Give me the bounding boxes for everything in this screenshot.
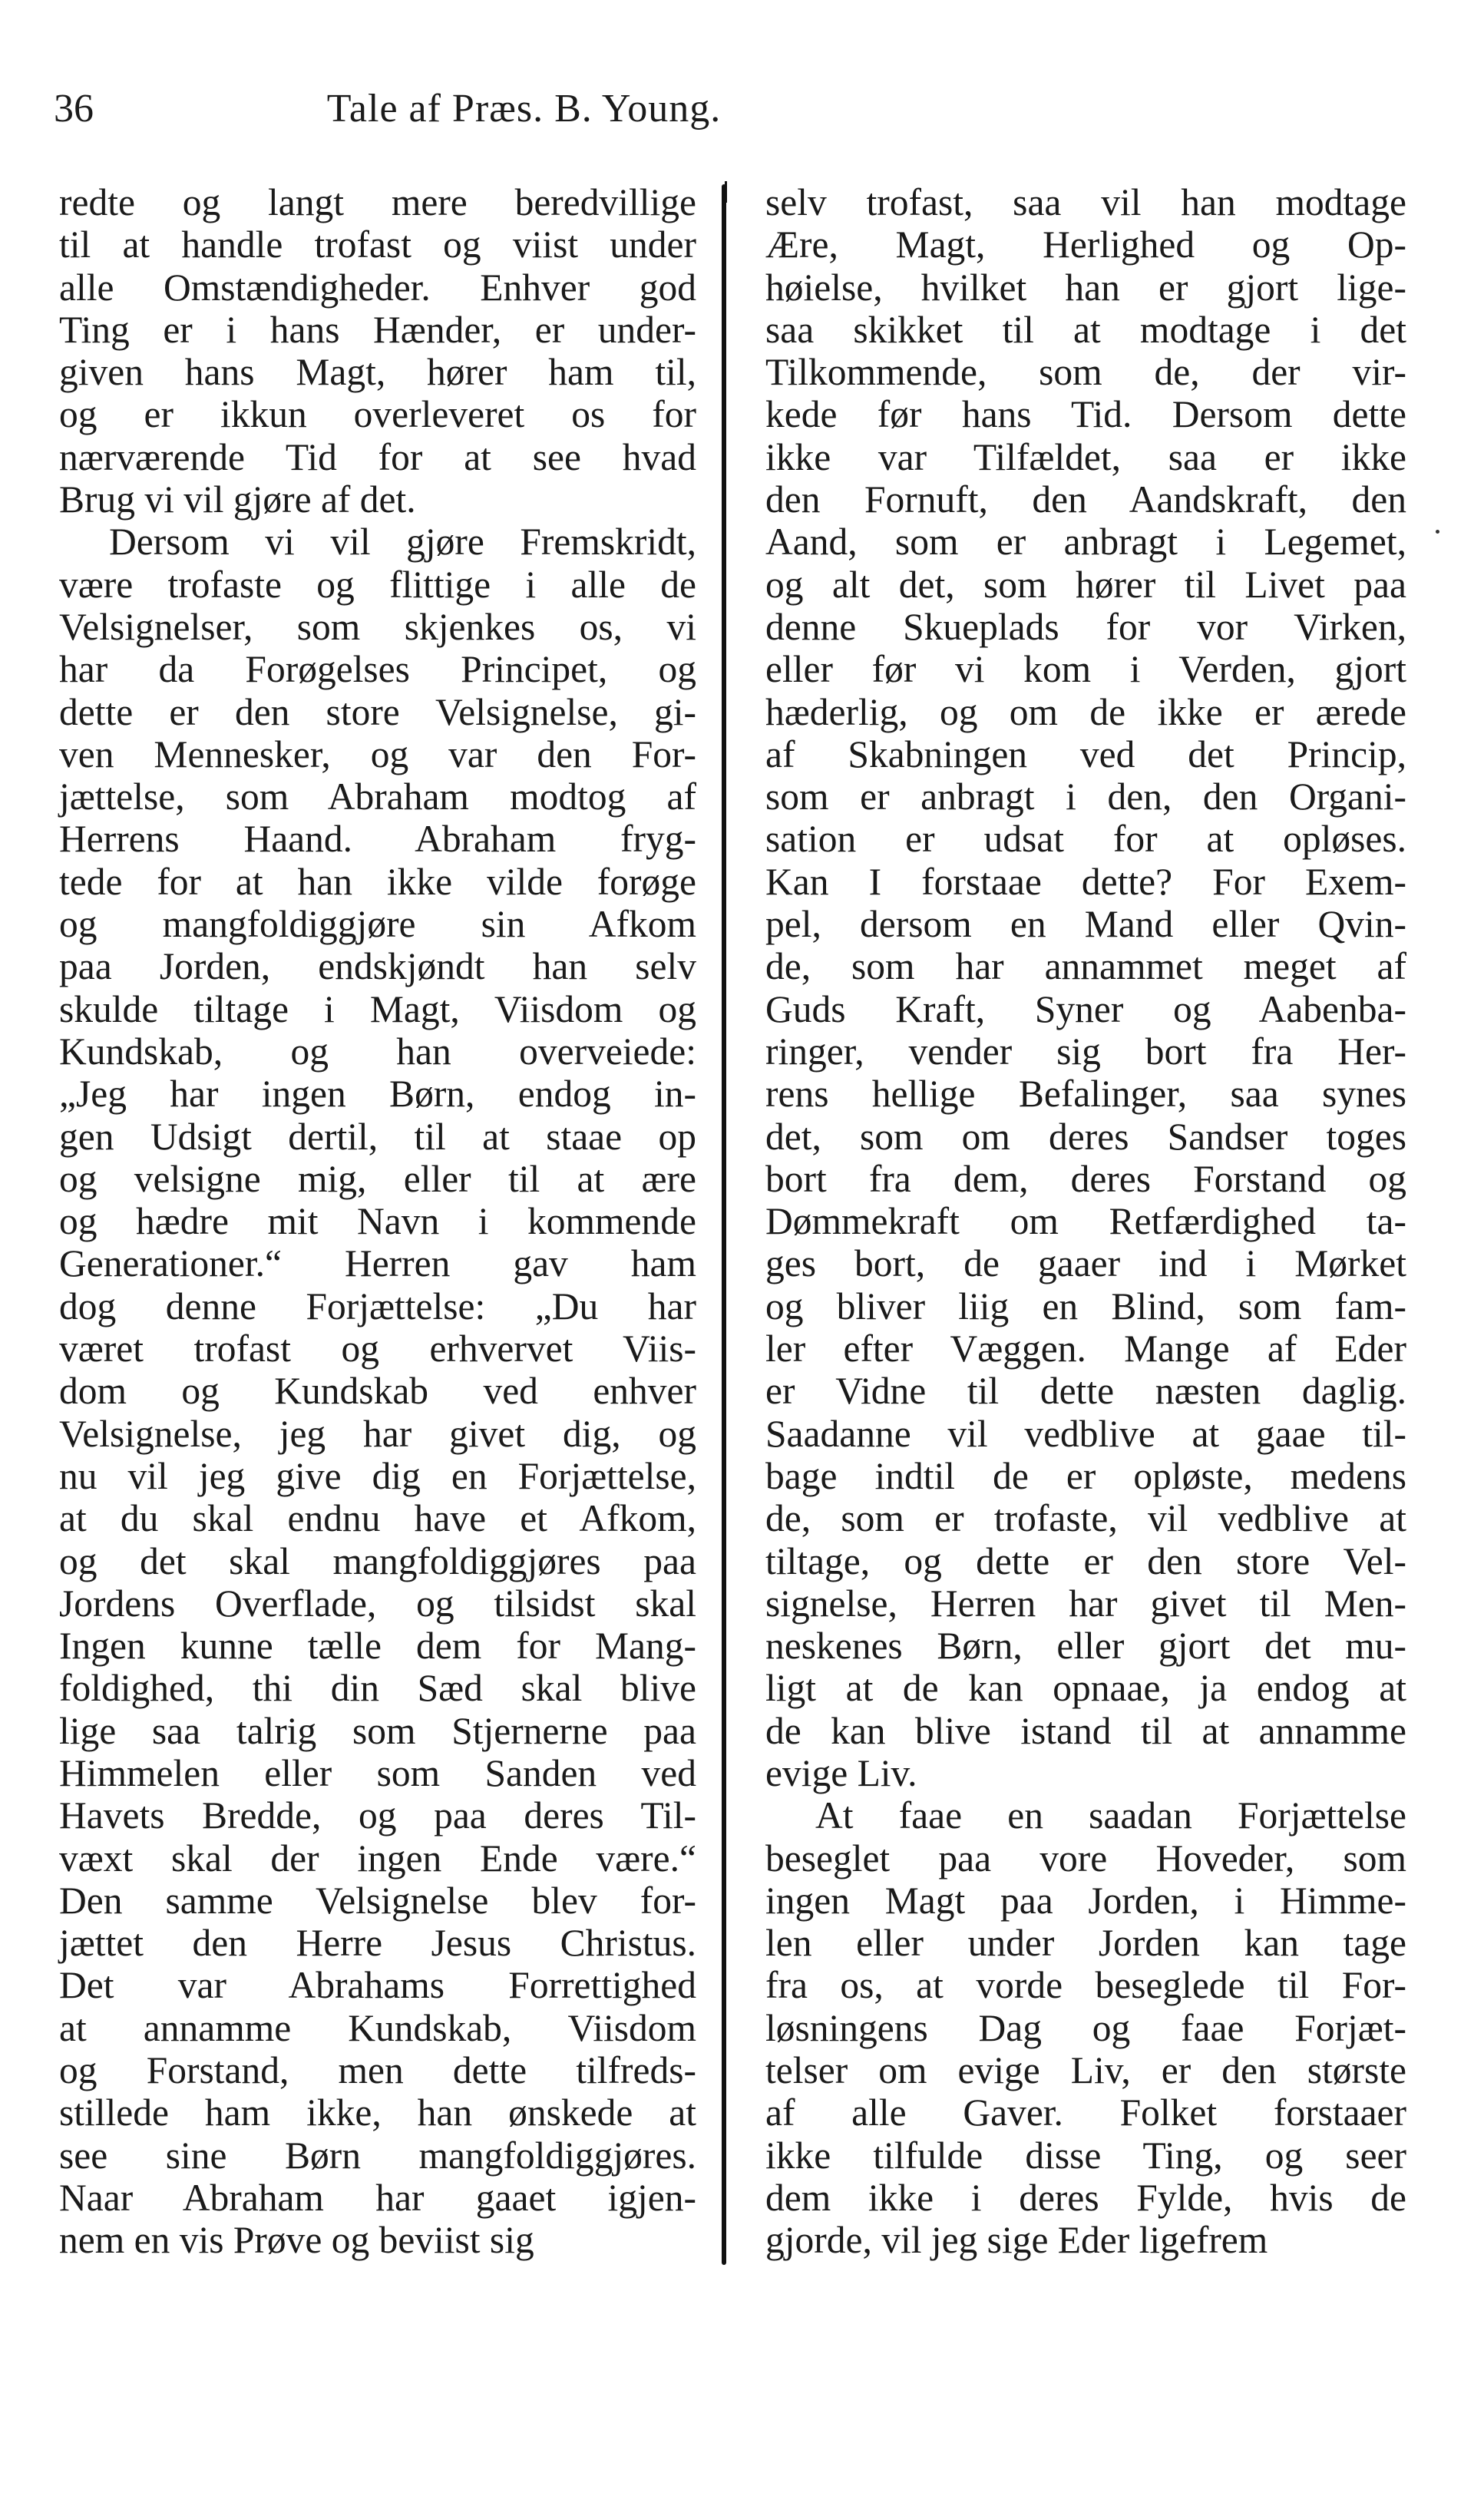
text-line: Tilkommende, som de, der vir- (765, 351, 1406, 394)
text-line: dom og Kundskab ved enhver (59, 1370, 696, 1413)
text-line: ingen Magt paa Jorden, i Himme- (765, 1879, 1406, 1922)
text-line: Himmelen eller som Sanden ved (59, 1751, 696, 1794)
text-line: det, som om deres Sandser toges (765, 1115, 1406, 1158)
text-line: Kundskab, og han overveiede: (59, 1030, 696, 1073)
text-line: være trofaste og flittige i alle de (59, 563, 696, 606)
text-line: og det skal mangfoldiggjøres paa (59, 1539, 696, 1582)
text-line: Herrens Haand. Abraham fryg- (59, 818, 696, 861)
text-line: af Skabningen ved det Princip, (765, 732, 1406, 775)
text-line: given hans Magt, hører ham til, (59, 351, 696, 394)
paragraph (765, 181, 1406, 1794)
text-line: ringer, vender sig bort fra Her- (765, 1030, 1406, 1073)
text-line: evige Liv. (765, 1751, 917, 1794)
text-line: hæderlig, og om de ikke er ærede (765, 690, 1406, 733)
text-line: alle Omstændigheder. Enhver god (59, 266, 696, 309)
text-line: Generationer.“ Herren gav ham (59, 1242, 696, 1285)
text-line: saa skikket til at modtage i det (765, 308, 1406, 351)
text-line: løsningens Dag og faae Forjæt- (765, 2006, 1406, 2049)
text-line: nærværende Tid for at see hvad (59, 435, 696, 478)
text-line: Brug vi vil gjøre af det. (59, 478, 416, 521)
text-line: er Vidne til dette næsten daglig. (765, 1370, 1406, 1413)
text-line: de, som er trofaste, vil vedblive at (765, 1497, 1406, 1540)
page-number: 36 (54, 87, 94, 131)
text-line: „Jeg har ingen Børn, endog in- (59, 1073, 696, 1116)
text-line: kede før hans Tid. Dersom dette (765, 393, 1406, 436)
text-line: stillede ham ikke, han ønskede at (59, 2091, 696, 2134)
text-line: Det var Abrahams Forrettighed (59, 1964, 696, 2007)
text-line: Den samme Velsignelse blev for- (59, 1879, 696, 1922)
text-line: pel, dersom en Mand eller Qvin- (765, 903, 1406, 946)
text-line: ikke var Tilfældet, saa er ikke (765, 435, 1406, 478)
text-line: og er ikkun overleveret os for (59, 393, 696, 436)
text-line: Aand, som er anbragt i Legemet, (765, 521, 1406, 564)
text-line: nu vil jeg give dig en Forjættelse, (59, 1454, 696, 1497)
text-line: ven Mennesker, og var den For- (59, 732, 696, 775)
text-line: At faae en saadan Forjættelse (815, 1794, 1406, 1837)
text-line: til at handle trofast og viist under (59, 223, 696, 266)
text-line: tiltage, og dette er den store Vel- (765, 1539, 1406, 1582)
text-line: og mangfoldiggjøre sin Afkom (59, 903, 696, 946)
text-line: Dømmekraft om Retfærdighed ta- (765, 1200, 1406, 1243)
page-header (54, 86, 994, 147)
text-line: og bliver liig en Blind, som fam- (765, 1284, 1406, 1327)
text-line: Velsignelser, som skjenkes os, vi (59, 605, 696, 648)
text-line: bage indtil de er opløste, medens (765, 1454, 1406, 1497)
text-line: Guds Kraft, Syner og Aabenba- (765, 987, 1406, 1030)
left-text-column (59, 181, 696, 2262)
text-line: Jordens Overflade, og tilsidst skal (59, 1582, 696, 1625)
text-line: fra os, at vorde beseglede til For- (765, 1964, 1406, 2007)
column-divider (722, 184, 726, 2265)
text-line: den Fornuft, den Aandskraft, den (765, 478, 1406, 521)
text-line: af alle Gaver. Folket forstaaer (765, 2091, 1406, 2134)
text-line: og hædre mit Navn i kommende (59, 1200, 696, 1243)
right-text-column (765, 181, 1406, 2262)
text-line: som er anbragt i den, den Organi- (765, 775, 1406, 818)
text-line: ler efter Væggen. Mange af Eder (765, 1327, 1406, 1370)
text-line: selv trofast, saa vil han modtage (765, 181, 1406, 223)
text-line: skulde tiltage i Magt, Viisdom og (59, 987, 696, 1030)
text-line: Kan I forstaae dette? For Exem- (765, 860, 1406, 903)
paragraph (765, 1794, 1406, 2261)
text-line: at du skal endnu have et Afkom, (59, 1497, 696, 1540)
text-line: signelse, Herren har givet til Men- (765, 1582, 1406, 1625)
text-line: len eller under Jorden kan tage (765, 1922, 1406, 1965)
running-title: Tale af Præs. B. Young. (326, 87, 722, 131)
text-line: de kan blive istand til at annamme (765, 1709, 1406, 1752)
text-line: bort fra dem, deres Forstand og (765, 1157, 1406, 1200)
text-line: tede for at han ikke vilde forøge (59, 860, 696, 903)
text-line: Havets Bredde, og paa deres Til- (59, 1794, 696, 1837)
text-line: gjorde, vil jeg sige Eder ligefrem (765, 2219, 1268, 2262)
text-line: eller før vi kom i Verden, gjort (765, 648, 1406, 691)
text-line: dette er den store Velsignelse, gi- (59, 690, 696, 733)
text-line: Dersom vi vil gjøre Fremskridt, (109, 521, 696, 564)
text-line: dog denne Forjættelse: „Du har (59, 1284, 696, 1327)
text-line: nem en vis Prøve og beviist sig (59, 2219, 534, 2262)
text-line: og Forstand, men dette tilfreds- (59, 2049, 696, 2092)
text-line: Saadanne vil vedblive at gaae til- (765, 1412, 1406, 1455)
print-speck (1436, 530, 1439, 534)
paragraph (59, 521, 696, 2261)
text-line: rens hellige Befalinger, saa synes (765, 1073, 1406, 1116)
text-line: har da Forøgelses Principet, og (59, 648, 696, 691)
text-line: jættelse, som Abraham modtog af (59, 775, 696, 818)
text-line: beseglet paa vore Hoveder, som (765, 1837, 1406, 1880)
text-line: ligt at de kan opnaae, ja endog at (765, 1667, 1406, 1710)
text-line: see sine Børn mangfoldiggjøres. (59, 2134, 696, 2177)
text-line: de, som har annammet meget af (765, 945, 1406, 988)
text-line: denne Skueplads for vor Virken, (765, 605, 1406, 648)
text-line: været trofast og erhvervet Viis- (59, 1327, 696, 1370)
text-line: væxt skal der ingen Ende være.“ (59, 1837, 696, 1880)
text-line: jættet den Herre Jesus Christus. (59, 1922, 696, 1965)
text-line: lige saa talrig som Stjernerne paa (59, 1709, 696, 1752)
text-line: ges bort, de gaaer ind i Mørket (765, 1242, 1406, 1285)
text-line: telser om evige Liv, er den største (765, 2049, 1406, 2092)
text-line: neskenes Børn, eller gjort det mu- (765, 1625, 1406, 1668)
text-line: Ingen kunne tælle dem for Mang- (59, 1625, 696, 1668)
text-line: Naar Abraham har gaaet igjen- (59, 2176, 696, 2219)
text-line: at annamme Kundskab, Viisdom (59, 2006, 696, 2049)
text-line: og velsigne mig, eller til at ære (59, 1157, 696, 1200)
text-line: gen Udsigt dertil, til at staae op (59, 1115, 696, 1158)
text-line: ikke tilfulde disse Ting, og seer (765, 2134, 1406, 2177)
text-line: paa Jorden, endskjøndt han selv (59, 945, 696, 988)
text-line: Ting er i hans Hænder, er under- (59, 308, 696, 351)
text-line: Velsignelse, jeg har givet dig, og (59, 1412, 696, 1455)
text-line: sation er udsat for at opløses. (765, 818, 1406, 861)
text-line: redte og langt mere beredvillige (59, 181, 696, 223)
text-line: dem ikke i deres Fylde, hvis de (765, 2176, 1406, 2219)
paragraph (59, 181, 696, 521)
text-line: Ære, Magt, Herlighed og Op- (765, 223, 1406, 266)
text-line: foldighed, thi din Sæd skal blive (59, 1667, 696, 1710)
text-line: høielse, hvilket han er gjort lige- (765, 266, 1406, 309)
text-line: og alt det, som hører til Livet paa (765, 563, 1406, 606)
